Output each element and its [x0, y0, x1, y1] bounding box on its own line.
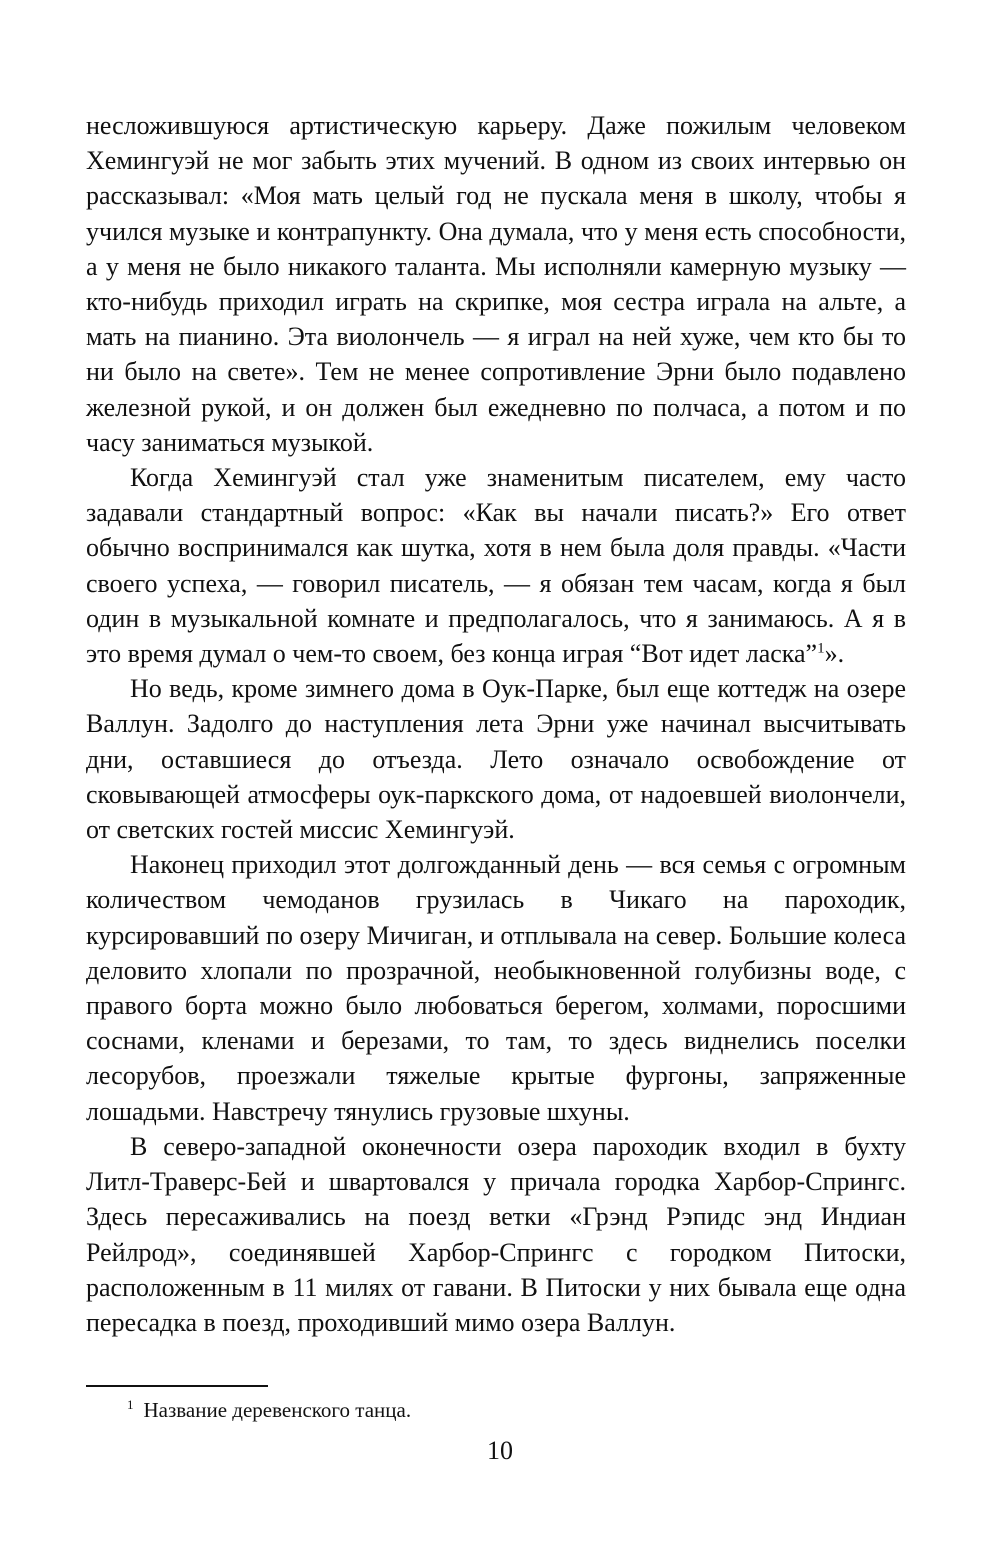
paragraph-1: несложившуюся артистическую карьеру. Даже пожилым человеком Хемингуэй не мог забыть этих мучений. В одном из своих интервью он рассказывал: «Моя мать целый год не пускала меня в школу, чтобы я учился музыке и контрапункту. Она думала, что у меня есть способности, а у меня не было никакого таланта. Мы исполняли камерную музыку — кто-нибудь приходил играть на скрипке, моя сестра играла на альте, а мать на пианино. Эта виолончель — я играл на ней хуже, чем кто бы то ни было на свете». Тем не менее сопротивление Эрни было подавлено железной рукой, и он должен был ежедневно по полчаса, а потом и по часу заниматься музыкой.	[86, 111, 906, 457]
body-text	[86, 108, 906, 1340]
footnote-mark: 1	[127, 1397, 134, 1412]
footnote-text: Название деревенского танца.	[143, 1398, 412, 1422]
paragraph-4: Наконец приходил этот долгожданный день — вся семья с огромным количеством чемоданов грузилась в Чикаго на пароходик, курсировавший по озеру Мичиган, и отплывала на север. Большие колеса деловито хлопали по прозрачной, необыкновенной голубизны воде, с правого борта можно было любоваться берегом, холмами, поросшими соснами, кленами и березами, то там, то здесь виднелись поселки лесорубов, проезжали тяжелые крытые фургоны, запряженные лошадьми. Навстречу тянулись грузовые шхуны.	[86, 850, 906, 1126]
paragraph-3: Но ведь, кроме зимнего дома в Оук-Парке, был еще коттедж на озере Валлун. Задолго до наступления лета Эрни уже начинал высчитывать дни, оставшиеся до отъезда. Лето означало освобождение от сковывающей атмосферы оук-паркского дома, от надоевшей виолончели, от светских гостей миссис Хемингуэй.	[86, 674, 906, 845]
page-number: 10	[487, 1436, 513, 1465]
paragraph-5: В северо-западной оконечности озера пароходик входил в бухту Литл-Траверс-Бей и швартовался у причала городка Харбор-Спрингс. Здесь пересаживались на поезд ветки «Грэнд Рэпидс энд Индиан Рейлрод», соединявшей Харбор-Спрингс с городком Питоски, расположенным в 11 милях от гавани. В Питоски у них бывала еще одна пересадка в поезд, проходивший мимо озера Валлун.	[86, 1131, 906, 1337]
footnote-divider	[86, 1385, 268, 1387]
paragraph-2-tail: ».	[824, 639, 845, 669]
paragraph-2-text: Когда Хемингуэй стал уже знаменитым писателем, ему часто задавали стандартный вопрос: «Как вы начали писать?» Его ответ обычно воспринимался как шутка, хотя в нем была доля правды. «Части своего успеха, — говорил писатель, — я обязан тем часам, когда я был один в музыкальной комнате и предполагалось, что я занимаюсь. А я в это время думал о чем-то своем, без конца играя “Вот идет ласка”	[86, 463, 906, 669]
footnote	[127, 1396, 827, 1424]
paragraph-2	[86, 460, 906, 671]
footnote-reference[interactable]: 1	[817, 640, 825, 657]
